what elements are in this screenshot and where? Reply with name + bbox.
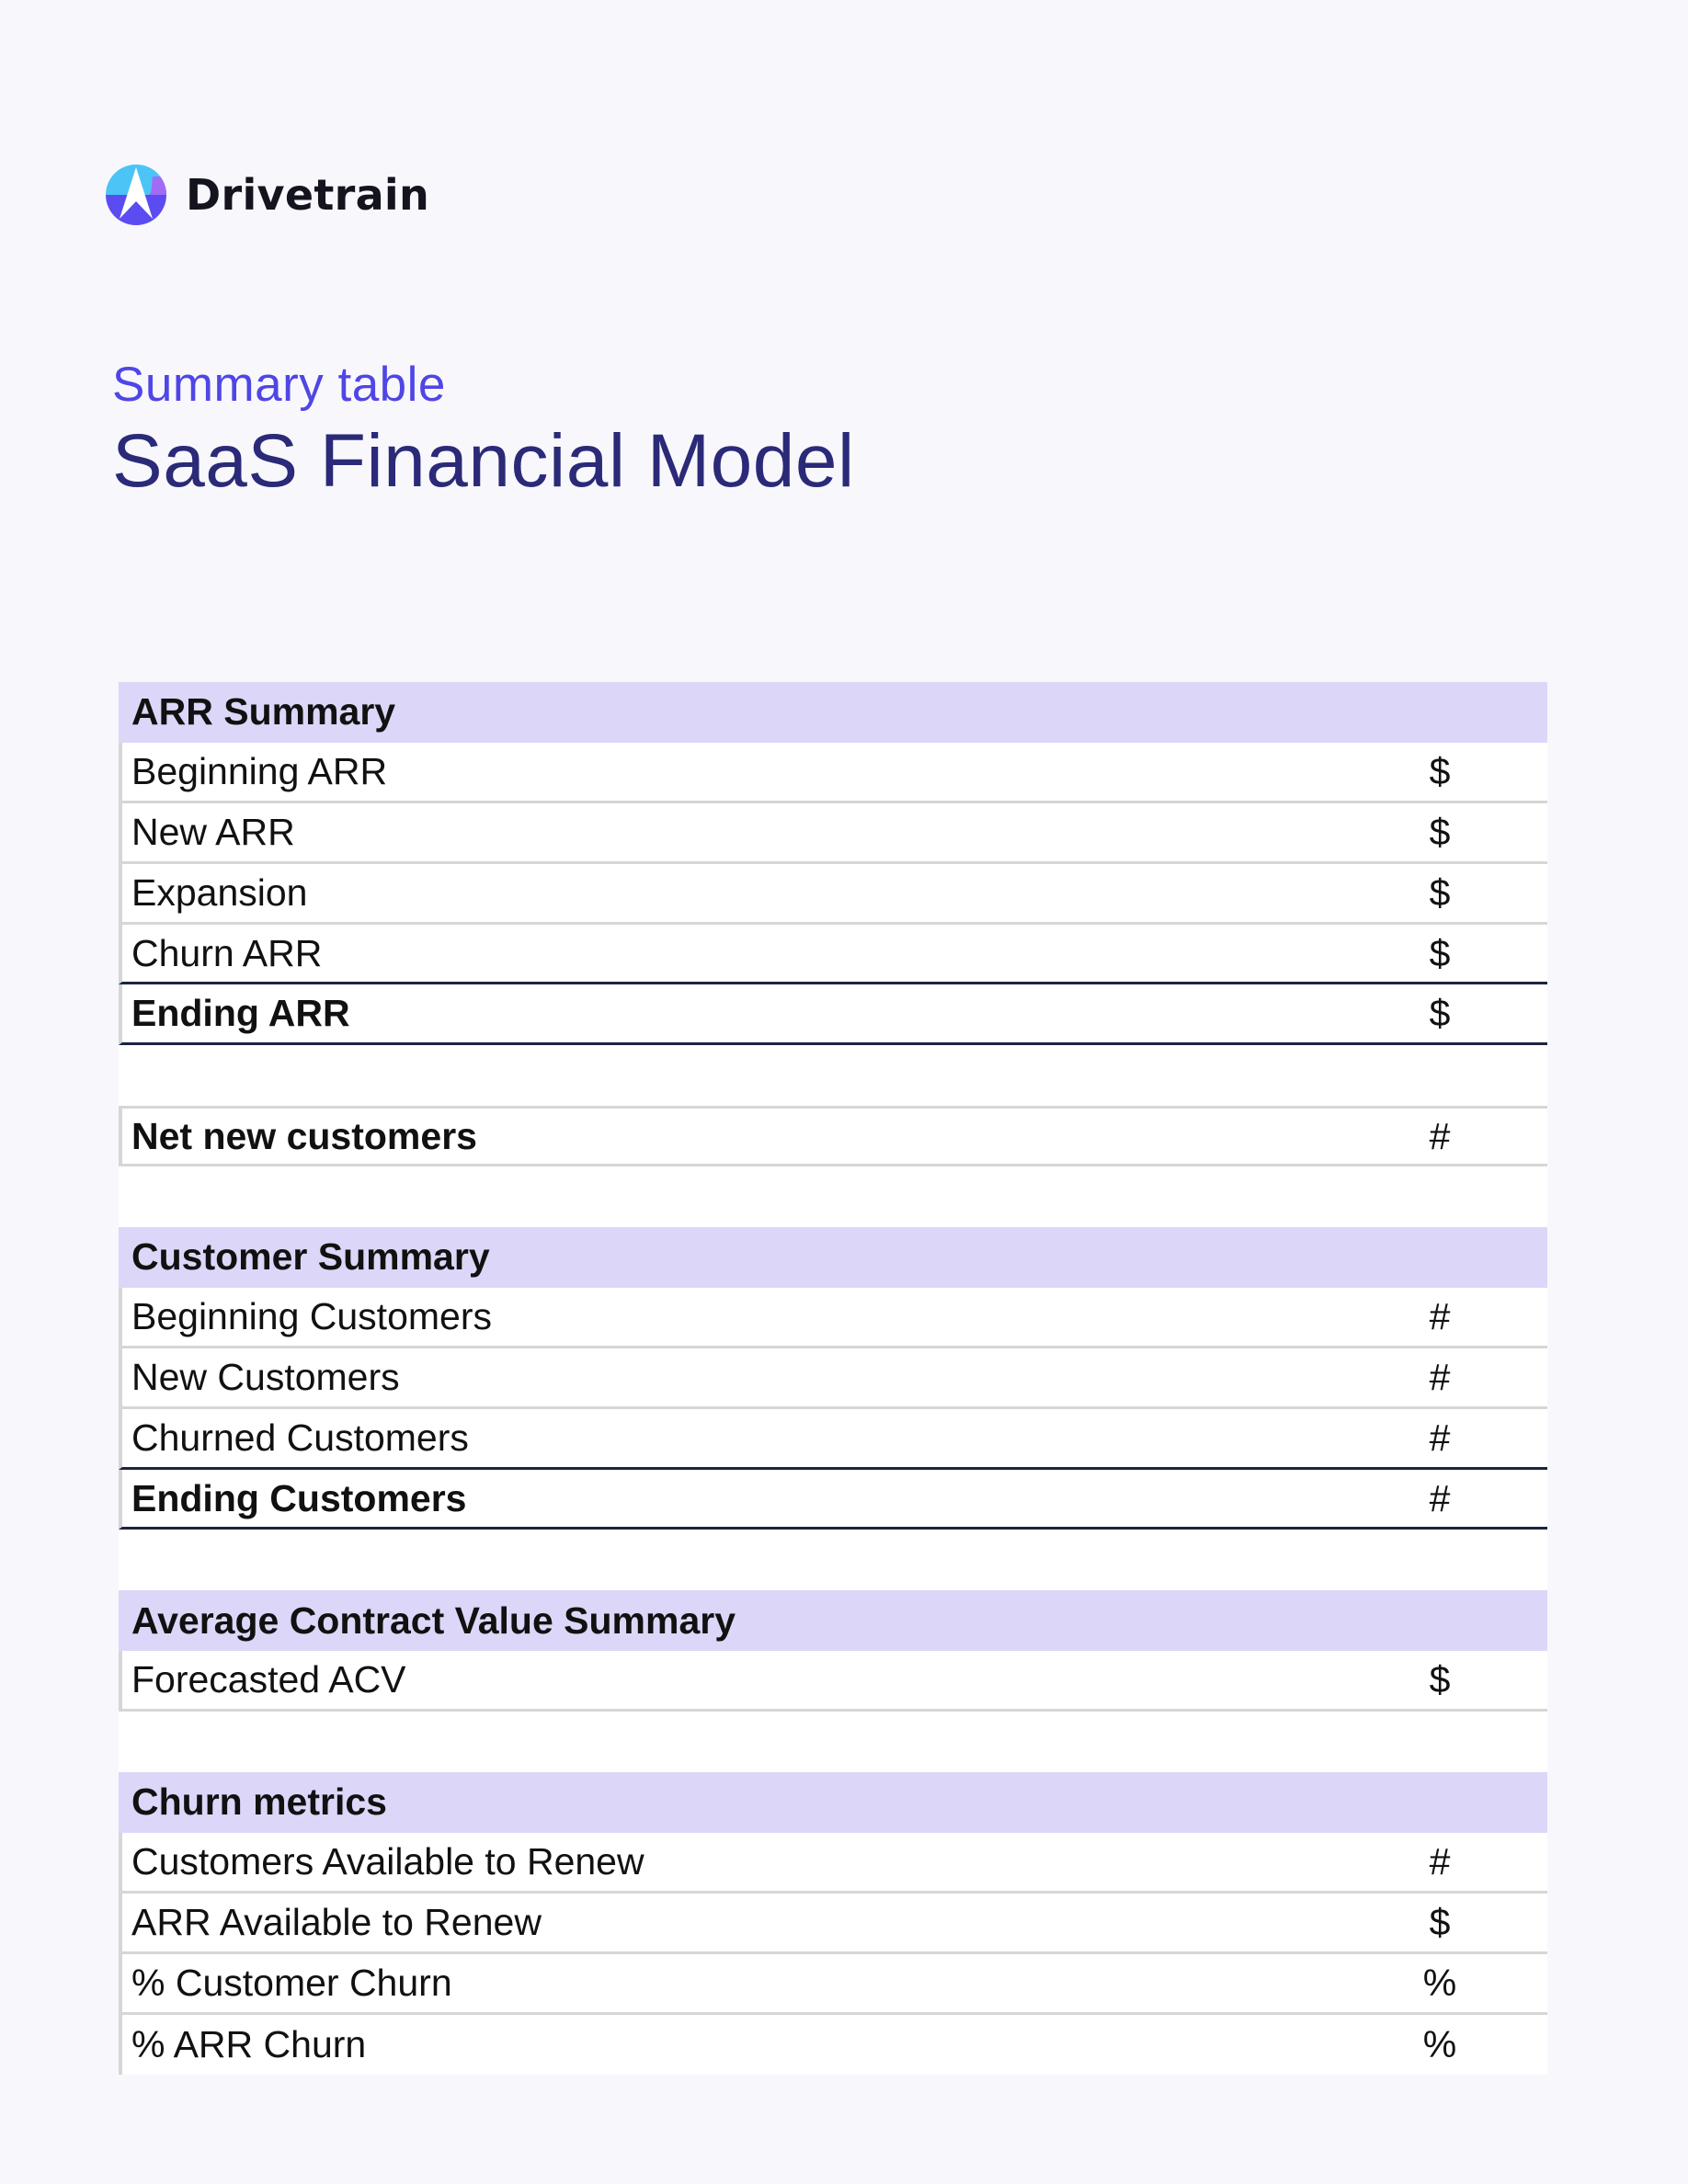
row-unit: $	[1429, 992, 1451, 1035]
page-title: SaaS Financial Model	[112, 419, 855, 503]
table-row-total	[119, 1470, 1547, 1530]
summary-table	[119, 682, 1547, 2075]
row-unit: $	[1429, 1658, 1451, 1701]
section-header-acv-summary	[119, 1590, 1547, 1651]
table-row-total	[119, 1106, 1547, 1166]
brand	[105, 164, 429, 226]
row-unit: #	[1429, 1476, 1451, 1519]
row-label: % ARR Churn	[131, 2023, 367, 2066]
row-label: Churned Customers	[131, 1416, 469, 1459]
section-title: Churn metrics	[131, 1780, 387, 1824]
section-title: Customer Summary	[131, 1235, 490, 1279]
row-unit: #	[1429, 1416, 1451, 1459]
row-label: Churn ARR	[131, 931, 323, 974]
row-label: New ARR	[131, 810, 295, 853]
row-label: Customers Available to Renew	[131, 1839, 644, 1883]
row-label: % Customer Churn	[131, 1961, 452, 2004]
section-header-customer-summary	[119, 1227, 1547, 1288]
row-unit: %	[1422, 2023, 1457, 2066]
spacer-row	[119, 1712, 1547, 1772]
table-row-total	[119, 984, 1547, 1045]
brand-name: Drivetrain	[186, 170, 430, 220]
row-unit: #	[1429, 1355, 1451, 1398]
row-label: Expansion	[131, 870, 308, 914]
table-row	[119, 1833, 1547, 1894]
row-unit: #	[1429, 1839, 1451, 1883]
row-label: Net new customers	[131, 1114, 477, 1157]
table-row	[119, 2015, 1547, 2076]
row-label: Forecasted ACV	[131, 1658, 406, 1701]
table-row	[119, 864, 1547, 925]
row-unit: $	[1429, 931, 1451, 974]
row-label: Beginning ARR	[131, 749, 388, 792]
row-unit: #	[1429, 1114, 1451, 1157]
row-label: ARR Available to Renew	[131, 1900, 542, 1943]
table-row	[119, 1348, 1547, 1409]
section-title: ARR Summary	[131, 690, 396, 734]
spacer-row	[119, 1045, 1547, 1106]
row-unit: %	[1422, 1961, 1457, 2004]
spacer-row	[119, 1530, 1547, 1590]
section-header-churn-metrics	[119, 1772, 1547, 1833]
table-row	[119, 1954, 1547, 2015]
page-eyebrow: Summary table	[112, 358, 446, 412]
drivetrain-logo-icon	[105, 164, 167, 226]
row-unit: #	[1429, 1294, 1451, 1337]
table-row	[119, 1894, 1547, 1954]
section-title: Average Contract Value Summary	[131, 1598, 736, 1642]
row-unit: $	[1429, 810, 1451, 853]
row-unit: $	[1429, 1900, 1451, 1943]
table-row	[119, 1288, 1547, 1348]
row-label: Ending Customers	[131, 1476, 467, 1519]
section-header-arr-summary	[119, 682, 1547, 743]
row-label: Beginning Customers	[131, 1294, 492, 1337]
row-label: New Customers	[131, 1355, 400, 1398]
table-row	[119, 743, 1547, 803]
table-row	[119, 1409, 1547, 1470]
table-row	[119, 1651, 1547, 1712]
row-unit: $	[1429, 870, 1451, 914]
table-row	[119, 925, 1547, 985]
row-label: Ending ARR	[131, 992, 350, 1035]
row-unit: $	[1429, 749, 1451, 792]
spacer-row	[119, 1166, 1547, 1227]
table-row	[119, 803, 1547, 864]
